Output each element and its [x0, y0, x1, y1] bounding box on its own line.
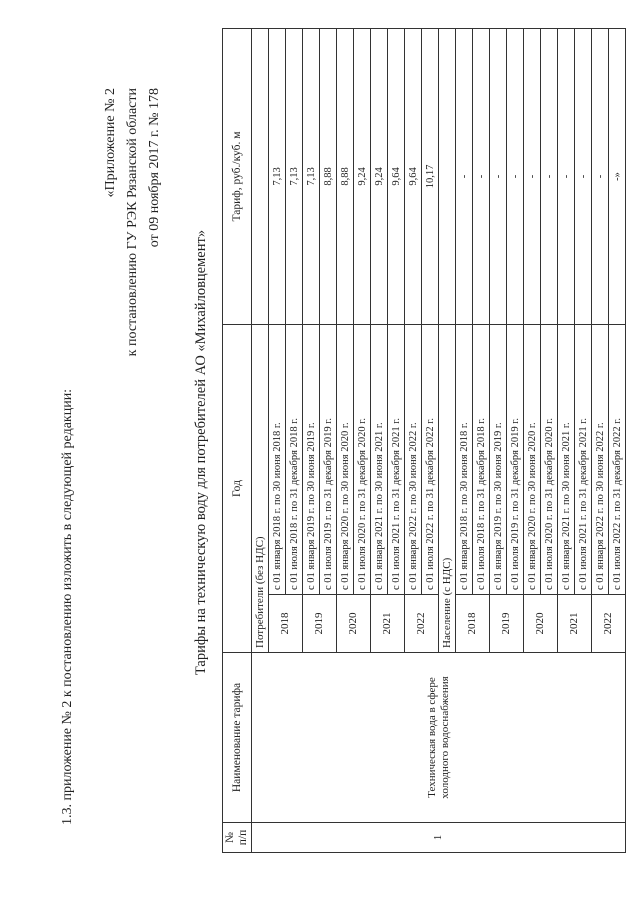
tariff-value: - [541, 28, 558, 324]
tariff-value: - [456, 28, 473, 324]
tariff-value: 7,13 [286, 28, 303, 324]
approval-line-1: «Приложение № 2 [103, 88, 118, 198]
period-cell: с 01 июля 2022 г. по 31 декабря 2022 г. [422, 324, 439, 594]
period-cell: с 01 июля 2018 г. по 31 декабря 2018 г. [473, 324, 490, 594]
tariff-value: 9,64 [388, 28, 405, 324]
year-cell: 2022 [592, 595, 626, 653]
header-tariff: Тариф, руб./куб. м [223, 28, 252, 324]
year-cell: 2018 [269, 595, 303, 653]
tariff-value: - [473, 28, 490, 324]
approval-line-3: от 09 ноября 2017 г. № 178 [147, 88, 162, 248]
tariff-value: 8,88 [320, 28, 337, 324]
year-cell: 2020 [524, 595, 558, 653]
period-cell: с 01 июля 2019 г. по 31 декабря 2019 г. [320, 324, 337, 594]
period-cell: с 01 января 2022 г. по 30 июня 2022 г. [592, 324, 609, 594]
table-header-row [223, 28, 252, 852]
period-cell: с 01 июля 2022 г. по 31 декабря 2022 г. [609, 324, 626, 594]
tariff-value: - [524, 28, 541, 324]
period-cell: с 01 января 2022 г. по 30 июня 2022 г. [405, 324, 422, 594]
tariff-value: - [507, 28, 524, 324]
tariff-value: 7,13 [269, 28, 286, 324]
group-value-empty [439, 28, 456, 324]
tariff-value: - [490, 28, 507, 324]
header-num: № п/п [223, 823, 252, 853]
tariff-value: 8,88 [337, 28, 354, 324]
approval-block [100, 88, 166, 356]
tariff-value: 9,64 [405, 28, 422, 324]
year-cell: 2020 [337, 595, 371, 653]
period-cell: с 01 июля 2020 г. по 31 декабря 2020 г. [541, 324, 558, 594]
tariff-value: - [558, 28, 575, 324]
tariff-value: 10,17 [422, 28, 439, 324]
group-value-empty [252, 28, 269, 324]
period-cell: с 01 июля 2019 г. по 31 декабря 2019 г. [507, 324, 524, 594]
tariff-value: - [575, 28, 592, 324]
period-cell: с 01 июля 2021 г. по 31 декабря 2021 г. [575, 324, 592, 594]
tariff-value: 7,13 [303, 28, 320, 324]
header-name: Наименование тарифа [223, 653, 252, 823]
intro-text: 1.3. приложение № 2 к постановлению изложить в следующей редакции: [60, 388, 75, 825]
period-cell: с 01 января 2018 г. по 30 июня 2018 г. [269, 324, 286, 594]
tariff-name: Техническая вода в сфере холодного водоснабжения [252, 653, 626, 823]
tariff-value: - [592, 28, 609, 324]
period-cell: с 01 января 2020 г. по 30 июня 2020 г. [337, 324, 354, 594]
period-cell: с 01 января 2019 г. по 30 июня 2019 г. [490, 324, 507, 594]
tariff-table [222, 28, 626, 853]
tariff-value: -» [609, 28, 626, 324]
period-cell: с 01 июля 2018 г. по 31 декабря 2018 г. [286, 324, 303, 594]
period-cell: с 01 июля 2020 г. по 31 декабря 2020 г. [354, 324, 371, 594]
group-label: Население (с НДС) [439, 324, 456, 652]
row-number: 1 [252, 823, 626, 853]
group-label: Потребители (без НДС) [252, 324, 269, 652]
tariff-value: 9,24 [354, 28, 371, 324]
group-header-row [252, 28, 269, 852]
year-cell: 2022 [405, 595, 439, 653]
document-title: Тарифы на техническую воду для потребителей АО «Михайловцемент» [193, 229, 209, 676]
tariff-value: 9,24 [371, 28, 388, 324]
period-cell: с 01 июля 2021 г. по 31 декабря 2021 г. [388, 324, 405, 594]
year-cell: 2019 [303, 595, 337, 653]
year-cell: 2021 [371, 595, 405, 653]
header-year: Год [223, 324, 252, 652]
approval-line-2: к постановлению ГУ РЭК Рязанской области [125, 88, 140, 357]
year-cell: 2018 [456, 595, 490, 653]
period-cell: с 01 января 2020 г. по 30 июня 2020 г. [524, 324, 541, 594]
table-body [252, 28, 626, 852]
period-cell: с 01 января 2021 г. по 30 июня 2021 г. [371, 324, 388, 594]
year-cell: 2021 [558, 595, 592, 653]
period-cell: с 01 января 2021 г. по 30 июня 2021 г. [558, 324, 575, 594]
year-cell: 2019 [490, 595, 524, 653]
period-cell: с 01 января 2018 г. по 30 июня 2018 г. [456, 324, 473, 594]
period-cell: с 01 января 2019 г. по 30 июня 2019 г. [303, 324, 320, 594]
